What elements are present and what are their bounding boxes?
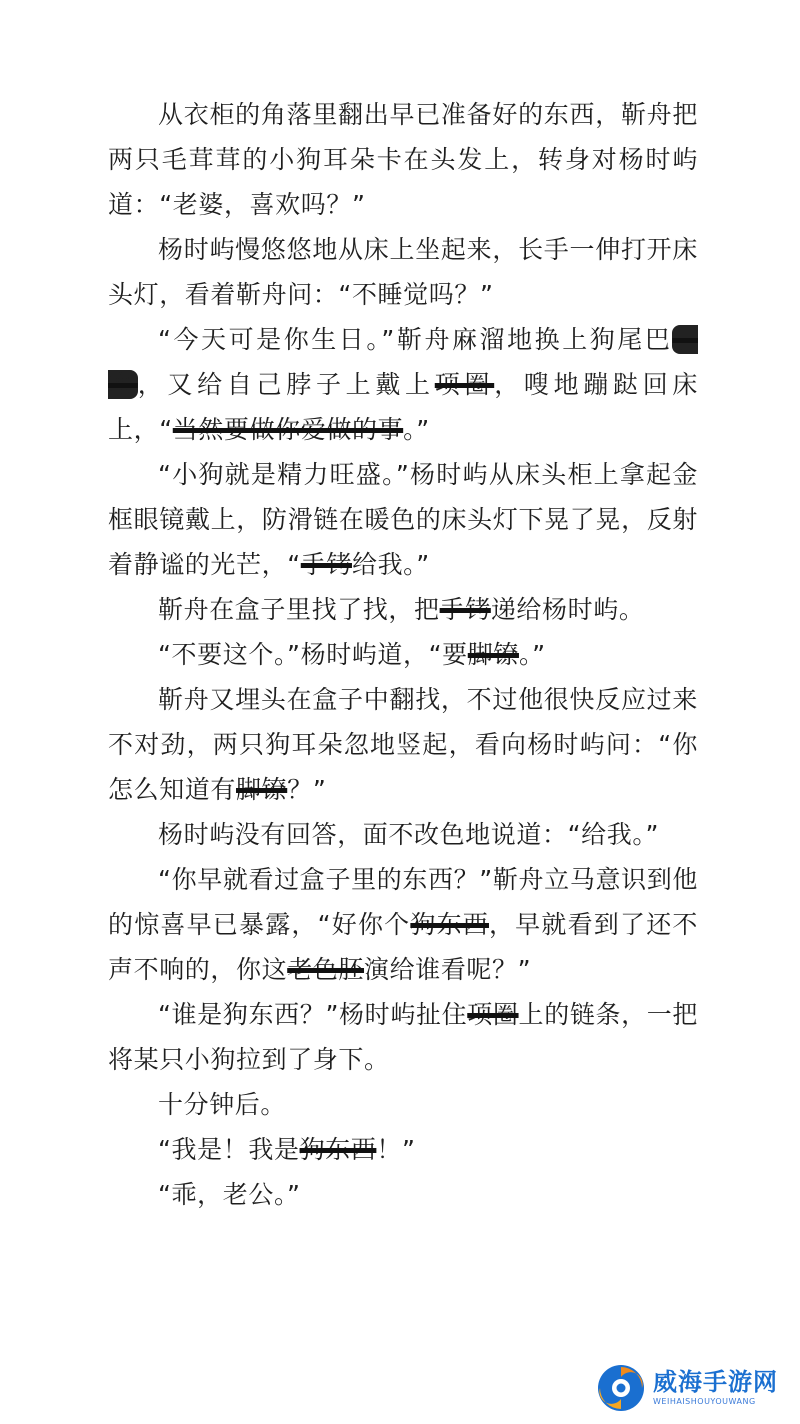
watermark-title: 威海手游网 — [653, 1368, 778, 1396]
paragraph — [108, 317, 698, 452]
redacted-text: 狗东西 — [410, 910, 489, 939]
paragraph-text: 靳舟在盒子里找了找，把 — [158, 595, 440, 624]
redacted-text: 项圈 — [467, 1000, 519, 1029]
paragraph — [108, 812, 698, 857]
paragraph-text: “不要这个。”杨时屿道，“要 — [158, 640, 468, 669]
swirl-logo-icon — [596, 1363, 646, 1413]
paragraph-text: “小狗就是精力旺盛。”杨时屿从床头柜上拿起金框眼镜戴上，防滑链在暖色的床头灯下晃了晃，反射着静谧的光芒，“ — [108, 460, 698, 579]
paragraph — [108, 92, 698, 227]
redacted-text: 脚镣 — [236, 775, 288, 804]
paragraph-text: 递给杨时屿。 — [490, 595, 645, 624]
redacted-text: 脚镣 — [467, 640, 519, 669]
paragraph-text: ，又给自己脖子上戴上 — [137, 370, 435, 399]
watermark-subtitle: WEIHAISHOUYOUWANG — [653, 1397, 756, 1406]
paragraph-text: 靳舟又埋头在盒子中翻找，不过他很快反应过来不对劲，两只狗耳朵忽地竖起，看向杨时屿问：“你怎么知道有 — [108, 685, 698, 804]
paragraph — [108, 1127, 698, 1172]
paragraph-text: 杨时屿慢悠悠地从床上坐起来，长手一伸打开床头灯，看着靳舟问：“不睡觉吗？” — [108, 235, 698, 309]
paragraph-text: ，早就看到了还不声不响的，你这 — [108, 910, 698, 984]
article-body — [108, 92, 698, 1217]
redacted-text: 手铐 — [300, 550, 352, 579]
paragraph — [108, 1172, 698, 1217]
paragraph-text: 。” — [518, 640, 546, 669]
paragraph-text: 从衣柜的角落里翻出早已准备好的东西，靳舟把两只毛茸茸的小狗耳朵卡在头发上，转身对杨时屿道：“老婆，喜欢吗？” — [108, 100, 698, 219]
paragraph-text: 十分钟后。 — [158, 1090, 287, 1119]
paragraph-text: 演给谁看呢？” — [364, 955, 532, 984]
paragraph-text: “乖，老公。” — [158, 1180, 301, 1209]
paragraph — [108, 632, 698, 677]
paragraph-text: ！” — [376, 1135, 416, 1164]
redacted-text: 手铐 — [439, 595, 491, 624]
watermark-text — [653, 1368, 778, 1408]
redacted-text: 肛塞 — [108, 325, 698, 399]
paragraph-text: ，嗖地蹦跶回床上，“ — [108, 370, 699, 444]
redacted-text: 狗东西 — [299, 1135, 377, 1164]
paragraph — [108, 677, 698, 812]
paragraph — [108, 452, 698, 587]
paragraph-text: ？” — [287, 775, 327, 804]
paragraph — [108, 227, 698, 317]
redacted-text: 项圈 — [434, 370, 495, 399]
paragraph-text: “谁是狗东西？”杨时屿扯住 — [158, 1000, 468, 1029]
redacted-text: 老色胚 — [287, 955, 365, 984]
paragraph — [108, 587, 698, 632]
redacted-text: 当然要做你爱做的事 — [172, 415, 404, 444]
paragraph-text: “我是！我是 — [158, 1135, 300, 1164]
paragraph-text: “今天可是你生日。”靳舟麻溜地换上狗尾巴 — [158, 325, 673, 354]
paragraph — [108, 992, 698, 1082]
paragraph-text: 上的链条，一把将某只小狗拉到了身下。 — [108, 1000, 698, 1074]
paragraph-text: 。” — [403, 415, 430, 444]
site-watermark — [596, 1357, 796, 1419]
paragraph — [108, 1082, 698, 1127]
paragraph-text: 杨时屿没有回答，面不改色地说道：“给我。” — [158, 820, 660, 849]
paragraph — [108, 857, 698, 992]
paragraph-text: 给我。” — [351, 550, 430, 579]
paragraph-text: “你早就看过盒子里的东西？”靳舟立马意识到他的惊喜早已暴露，“好你个 — [108, 865, 698, 939]
